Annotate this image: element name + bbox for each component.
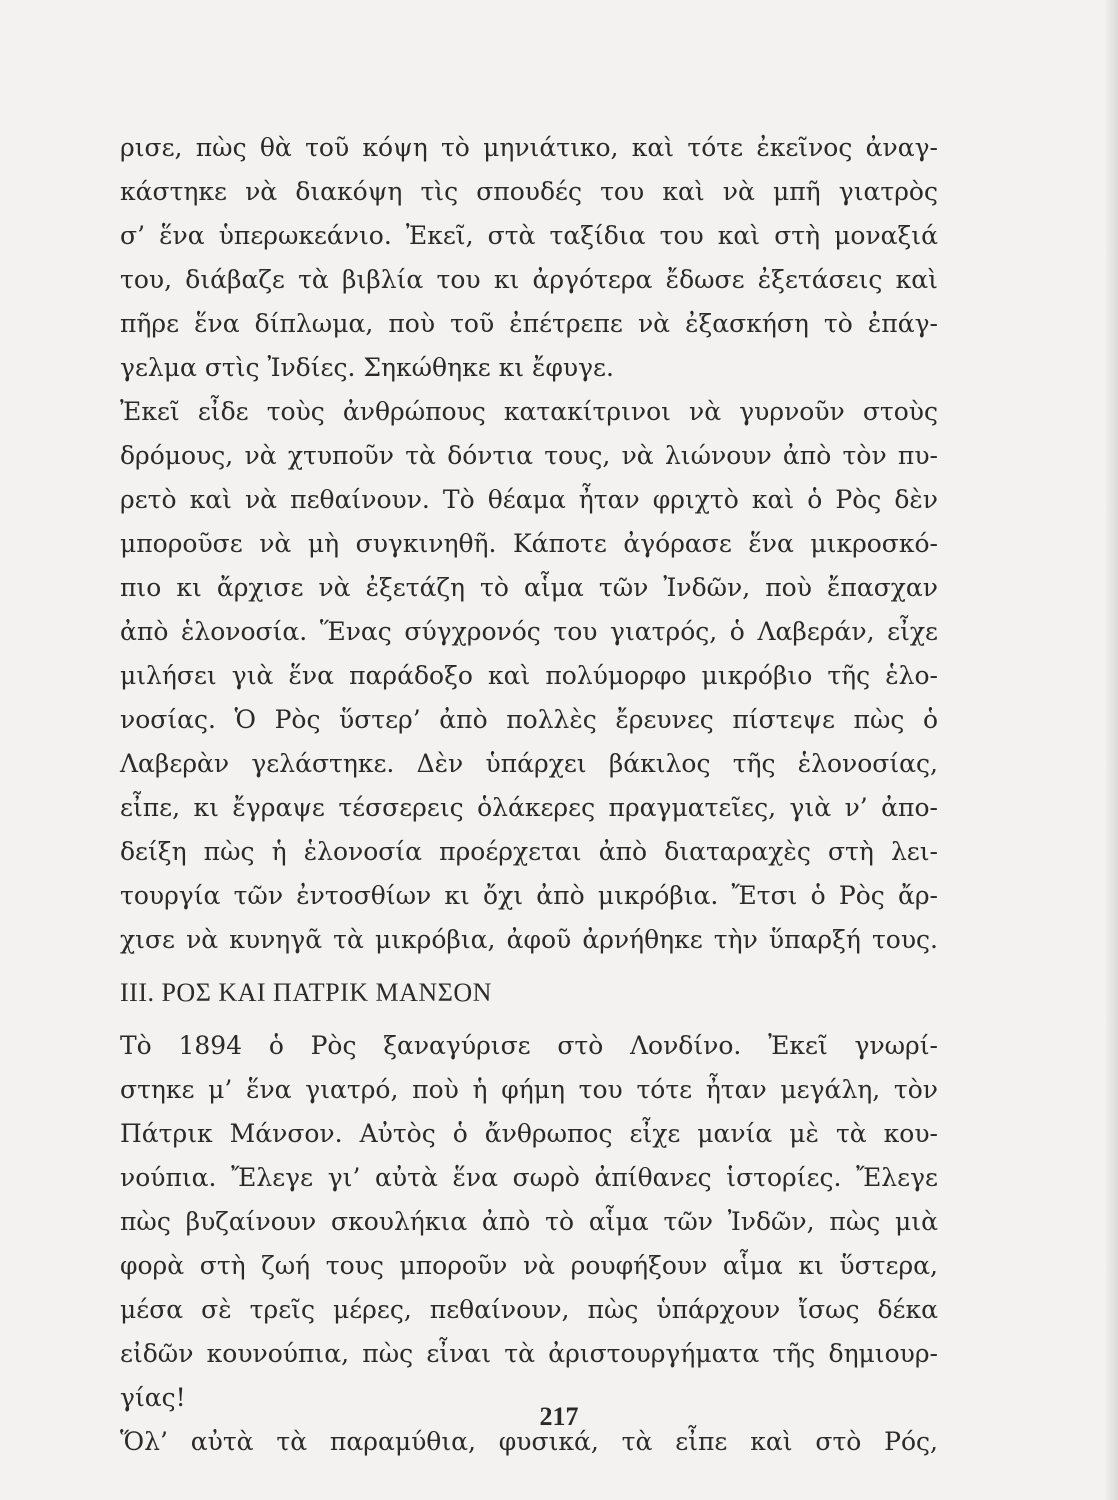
text-line: Πάτρικ Μάνσον. Αὐτὸς ὁ ἄνθρωπος εἶχε μανία μὲ τὰ κου- [120,1119,938,1148]
text-line: κάστηκε νὰ διακόψη τὶς σπουδές του καὶ νὰ μπῆ γιατρὸς [120,177,938,206]
page-number: 217 [539,1402,579,1431]
text-line: γίας! [120,1383,186,1412]
text-line: Ὅλ’ αὐτὰ τὰ παραμύθια, φυσικά, τὰ εἶπε καὶ στὸ Ρός, [120,1427,938,1456]
text-line: τουργία τῶν ἐντοσθίων κι ὄχι ἀπὸ μικρόβια. Ἔτσι ὁ Ρὸς ἄρ- [120,881,938,910]
text-line: γελμα στὶς Ἰνδίες. Σηκώθηκε κι ἔφυγε. [120,353,614,382]
text-line: πιο κι ἄρχισε νὰ ἐξετάζη τὸ αἷμα τῶν Ἰνδῶν, ποὺ ἔπασχαν [120,573,938,602]
text-line: χισε νὰ κυνηγᾶ τὰ μικρόβια, ἀφοῦ ἀρνήθηκε τὴν ὕπαρξή τους. [120,925,938,954]
text-line: του, διάβαζε τὰ βιβλία του κι ἀργότερα ἔδωσε ἐξετάσεις καὶ [120,265,938,294]
text-line: ρετὸ καὶ νὰ πεθαίνουν. Τὸ θέαμα ἦταν φριχτὸ καὶ ὁ Ρὸς δὲν [120,485,938,514]
section-heading: III. ΡΟΣ ΚΑΙ ΠΑΤΡΙΚ ΜΑΝΣΟΝ [120,978,492,1007]
text-line: μποροῦσε νὰ μὴ συγκινηθῆ. Κάποτε ἀγόρασε ἕνα μικροσκό- [120,529,938,558]
text-line: εἶπε, κι ἔγραψε τέσσερεις ὁλάκερες πραγματεῖες, γιὰ ν’ ἀπο- [120,793,938,822]
text-line: δείξη πὼς ἡ ἑλονοσία προέρχεται ἀπὸ διαταραχὲς στὴ λει- [120,837,938,866]
text-line: φορὰ στὴ ζωή τους μποροῦν νὰ ρουφήξουν αἷμα κι ὕστερα, [120,1251,938,1280]
text-line: σ’ ἕνα ὑπερωκεάνιο. Ἐκεῖ, στὰ ταξίδια του καὶ στὴ μοναξιά [120,221,938,250]
text-line: πῆρε ἕνα δίπλωμα, ποὺ τοῦ ἐπέτρεπε νὰ ἐξασκήση τὸ ἐπάγ- [120,309,938,338]
text-line: δρόμους, νὰ χτυποῦν τὰ δόντια τους, νὰ λιώνουν ἀπὸ τὸν πυ- [120,441,938,470]
text-line: στηκε μ’ ἕνα γιατρό, ποὺ ἡ φήμη του τότε ἦταν μεγάλη, τὸν [120,1075,938,1104]
text-line: μέσα σὲ τρεῖς μέρες, πεθαίνουν, πὼς ὑπάρχουν ἴσως δέκα [120,1295,938,1324]
text-line: μιλήσει γιὰ ἕνα παράδοξο καὶ πολύμορφο μικρόβιο τῆς ἑλο- [120,661,938,690]
body-text [120,126,938,1464]
text-line: Τὸ 1894 ὁ Ρὸς ξαναγύρισε στὸ Λονδίνο. Ἐκεῖ γνωρί- [120,1031,938,1060]
text-line: ἀπὸ ἑλονοσία. Ἕνας σύγχρονός του γιατρός, ὁ Λαβεράν, εἶχε [120,617,938,646]
text-line: νοσίας. Ὁ Ρὸς ὕστερ’ ἀπὸ πολλὲς ἔρευνες πίστεψε πὼς ὁ [120,705,938,734]
text-line: εἰδῶν κουνούπια, πὼς εἶναι τὰ ἀριστουργήματα τῆς δημιουρ- [120,1339,938,1368]
text-line: ρισε, πὼς θὰ τοῦ κόψη τὸ μηνιάτικο, καὶ τότε ἐκεῖνος ἀναγ- [120,133,938,162]
text-line: Λαβερὰν γελάστηκε. Δὲν ὑπάρχει βάκιλος τῆς ἑλονοσίας, [120,749,938,778]
page-edge-shadow [1104,0,1118,1500]
text-line: Ἐκεῖ εἶδε τοὺς ἀνθρώπους κατακίτρινοι νὰ γυρνοῦν στοὺς [120,397,938,426]
text-line: νούπια. Ἔλεγε γι’ αὐτὰ ἕνα σωρὸ ἀπίθανες ἱστορίες. Ἔλεγε [120,1163,938,1192]
text-line: πὼς βυζαίνουν σκουλήκια ἀπὸ τὸ αἷμα τῶν Ἰνδῶν, πὼς μιὰ [120,1207,938,1236]
